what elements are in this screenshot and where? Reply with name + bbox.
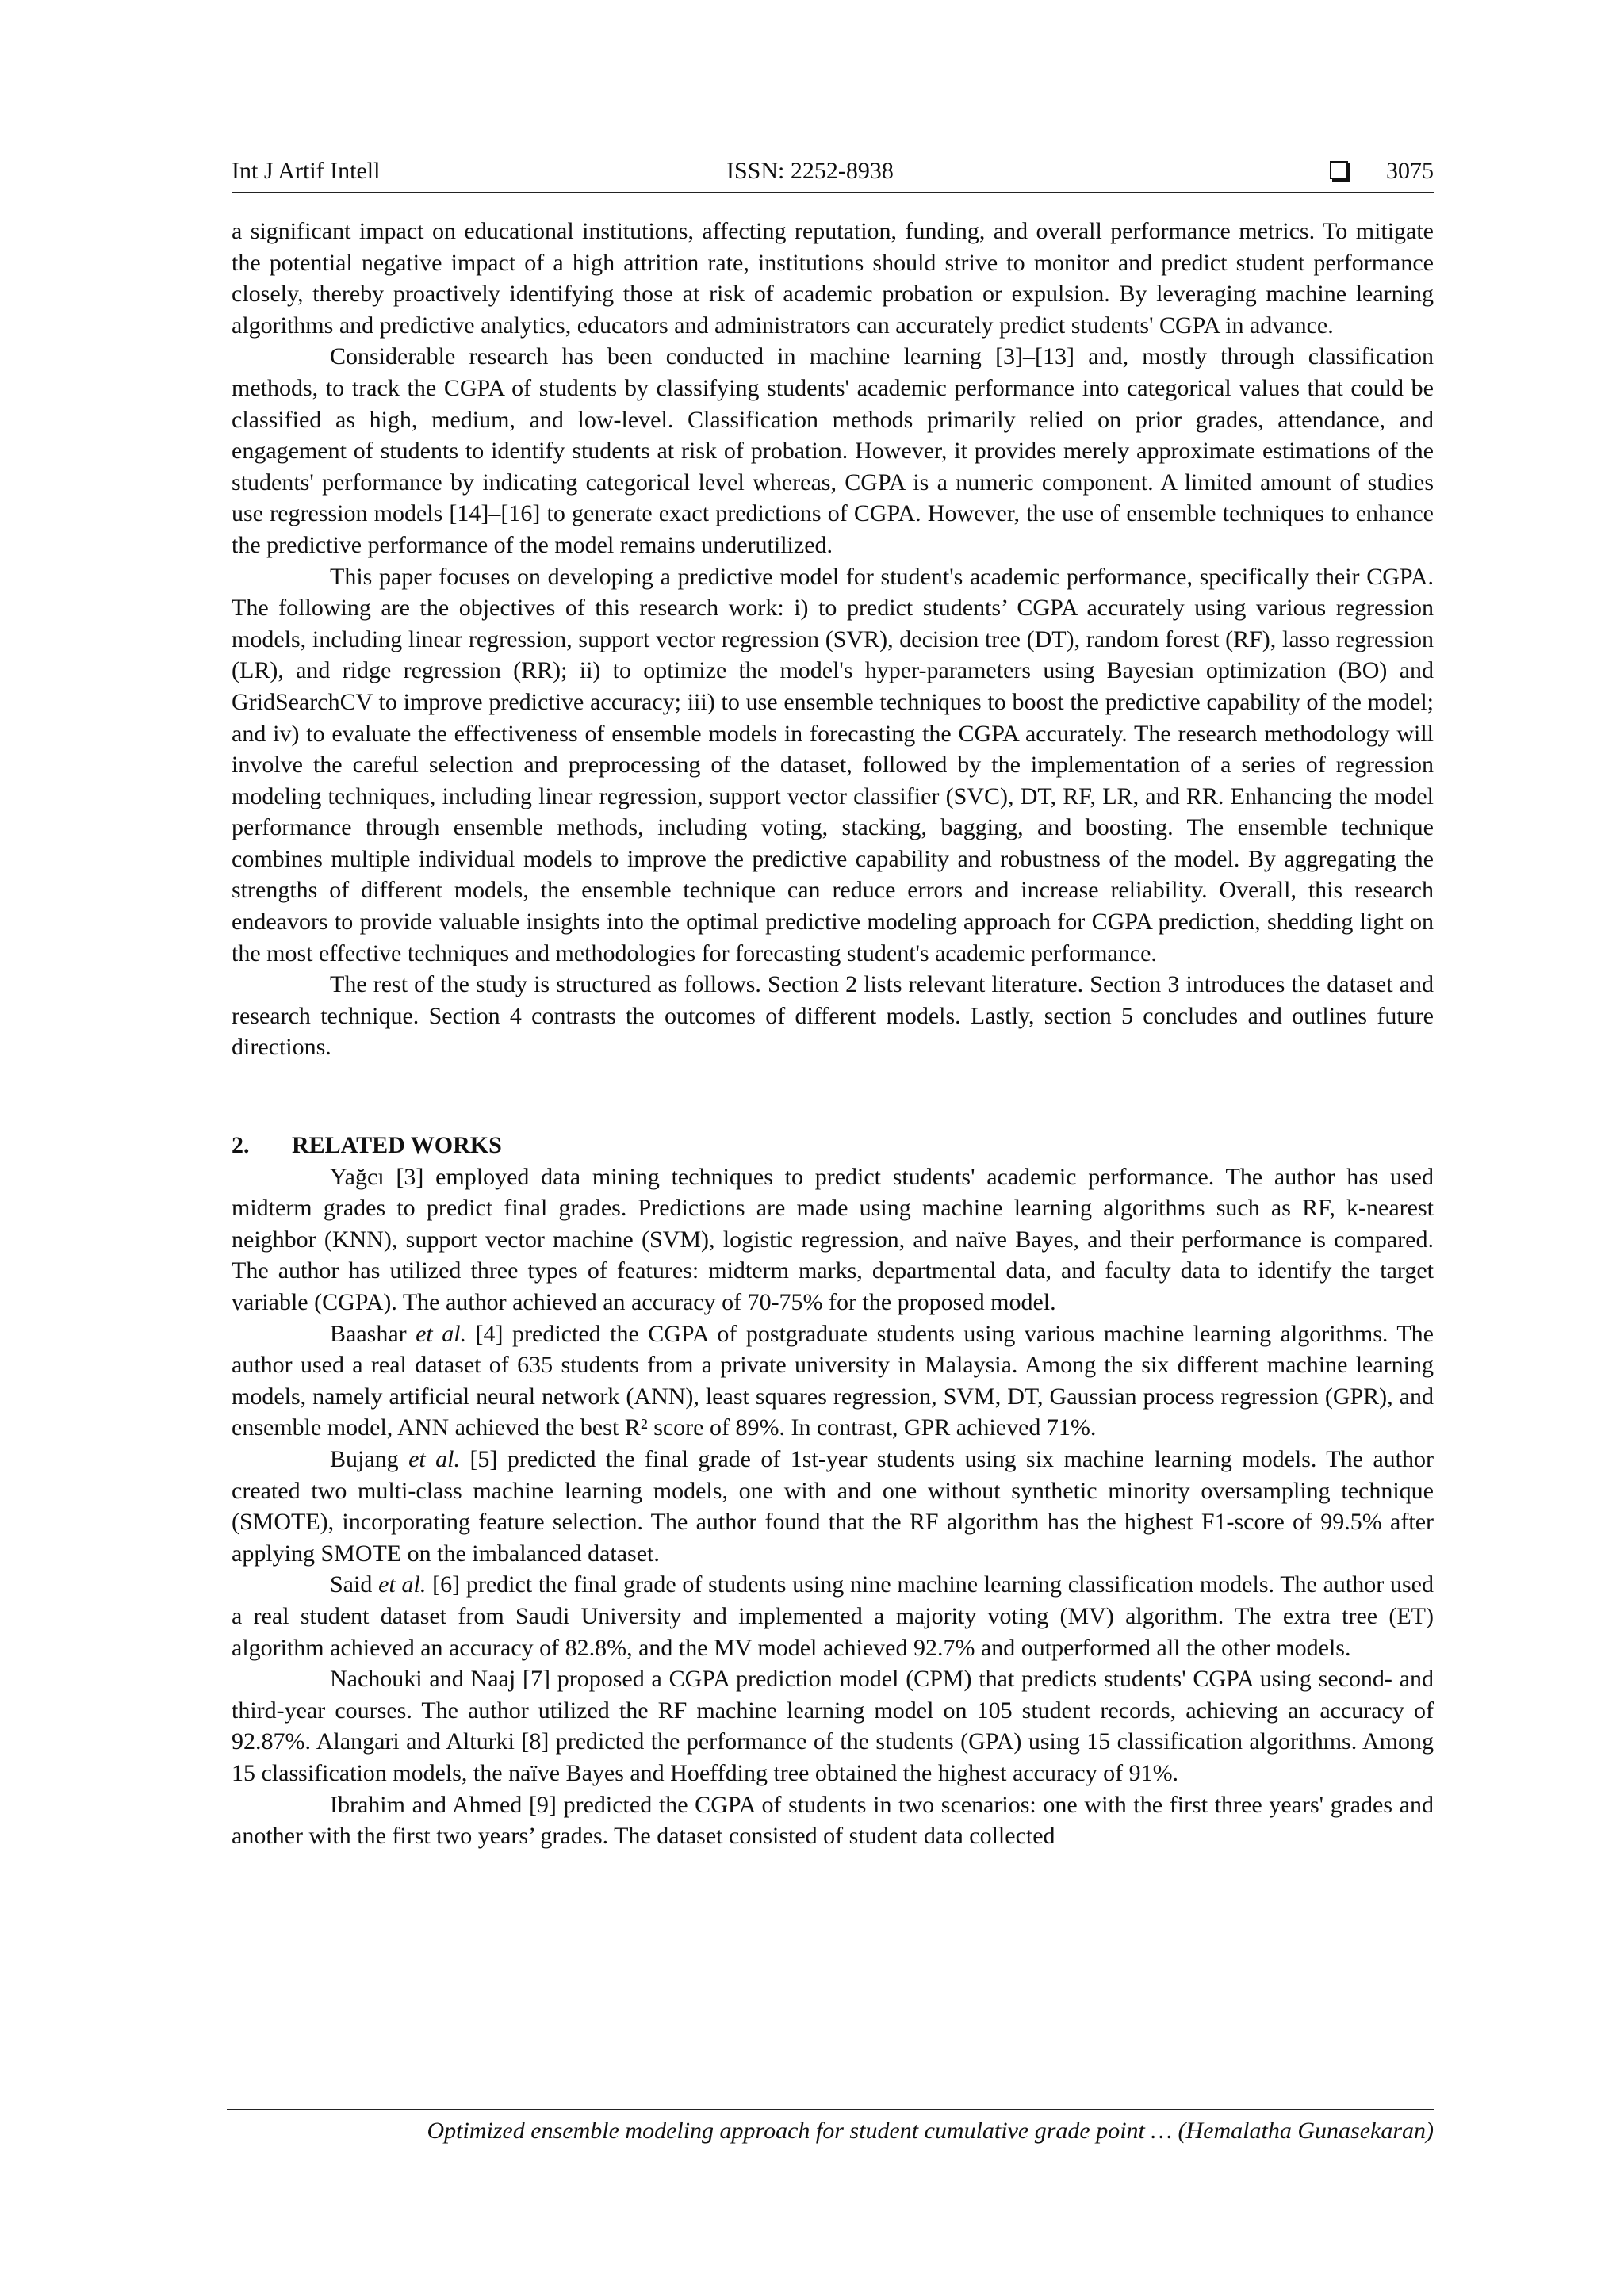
et-al: et al.: [408, 1445, 461, 1472]
et-al: et al.: [416, 1320, 467, 1347]
article-body: [232, 216, 1434, 1852]
author-name: Baashar: [330, 1320, 416, 1347]
issn-label: ISSN: 2252-8938: [726, 158, 894, 184]
paragraph-research-background: Considerable research has been conducted in machine learning [3]–[13] and, mostly through classification methods, to track the CGPA of students by classifying students' academic performance into categorical values that could be classified as high, medium, and low-level. Classification methods primarily relied on prior grades, attendance, and engagement of students to identify students at risk of probation. However, it provides merely approximate estimations of the students' performance by indicating categorical level whereas, CGPA is a numeric component. A limited amount of studies use regression models [14]–[16] to generate exact predictions of CGPA. However, the use of ensemble techniques to enhance the predictive performance of the model remains underutilized.: [232, 343, 1434, 558]
paragraph-intro-continued: a significant impact on educational institutions, affecting reputation, funding, and overall performance metrics. To mitigate the potential negative impact of a high attrition rate, institutions should strive to monitor and predict student performance closely, thereby proactively identifying those at risk of academic probation or expulsion. By leveraging machine learning algorithms and predictive analytics, educators and administrators can accurately predict students' CGPA in advance.: [232, 218, 1434, 339]
section-heading: [232, 1130, 1434, 1161]
et-al: et al.: [378, 1571, 427, 1598]
checkbox-square-icon: [1330, 161, 1348, 179]
paragraph-structure: The rest of the study is structured as follows. Section 2 lists relevant literature. Section 3 introduces the dataset and research technique. Section 4 contrasts the outcomes of different models. Lastly, section 5 concludes and outlines future directions.: [232, 971, 1434, 1061]
related-work-baashar: [232, 1318, 1434, 1444]
related-work-ibrahim: Ibrahim and Ahmed [9] predicted the CGPA of students in two scenarios: one with the first three years' grades and another with the first two years’ grades. The dataset consisted of student data collected: [232, 1791, 1434, 1850]
paragraph-objectives: This paper focuses on developing a predictive model for student's academic performance, specifically their CGPA. The following are the objectives of this research work: i) to predict students’ CGPA accurately using various regression models, including linear regression, support vector regression (SVR), decision tree (DT), random forest (RF), lasso regression (LR), and ridge regression (RR); ii) to optimize the model's hyper-parameters using Bayesian optimization (BO) and GridSearchCV to improve predictive accuracy; iii) to use ensemble techniques to boost the predictive capability of the model; and iv) to evaluate the effectiveness of ensemble models in forecasting the CGPA accurately. The research methodology will involve the careful selection and preprocessing of the dataset, followed by the implementation of a series of regression modeling techniques, including linear regression, support vector classifier (SVC), DT, RF, LR, and RR. Enhancing the model performance through ensemble methods, including voting, stacking, bagging, and boosting. The ensemble technique combines multiple individual models to improve the predictive capability and robustness of the model. By aggregating the strengths of different models, the ensemble technique can reduce errors and increase reliability. Overall, this research endeavors to provide valuable insights into the optimal predictive modeling approach for CGPA prediction, shedding light on the most effective techniques and methodologies for forecasting student's academic performance.: [232, 563, 1434, 966]
running-footer: Optimized ensemble modeling approach for student cumulative grade point … (Hemalatha Gunasekaran): [227, 2109, 1434, 2147]
related-work-bujang: [232, 1444, 1434, 1569]
related-work-nachouki: Nachouki and Naaj [7] proposed a CGPA prediction model (CPM) that predicts students' CGPA using second- and third-year courses. The author utilized the RF machine learning model on 105 student records, achieving an accuracy of 92.87%. Alangari and Alturki [8] predicted the performance of the students (GPA) using 15 classification algorithms. Among 15 classification models, the naïve Bayes and Hoeffding tree obtained the highest accuracy of 91%.: [232, 1666, 1434, 1786]
related-work-said: [232, 1569, 1434, 1663]
author-name: Bujang: [330, 1445, 409, 1472]
section-title: RELATED WORKS: [292, 1132, 502, 1159]
paragraph-text: [6] predict the final grade of students using nine machine learning classification models. The author used a real student dataset from Saudi University and implemented a majority voting (MV) algorithm. The extra tree (ET) algorithm achieved an accuracy of 82.8%, and the MV model achieved 92.7% and outperformed all the other models.: [232, 1571, 1434, 1661]
section-number: 2.: [232, 1132, 250, 1159]
paragraph-text: [4] predicted the CGPA of postgraduate students using various machine learning algorithms. The author used a real dataset of 635 students from a private university in Malaysia. Among the six different machine learning models, namely artificial neural network (ANN), least squares regression, SVM, DT, Gaussian process regression (GPR), and ensemble model, ANN achieved the best R² score of 89%. In contrast, GPR achieved 71%.: [232, 1320, 1434, 1441]
page-number: 3075: [1386, 158, 1434, 184]
related-work-yagci: Yağcı [3] employed data mining techniques to predict students' academic performance. The author has used midterm grades to predict final grades. Predictions are made using machine learning algorithms such as RF, k-nearest neighbor (KNN), support vector machine (SVM), logistic regression, and naïve Bayes, and their performance is compared. The author has utilized three types of features: midterm marks, departmental data, and faculty data to identify the target variable (CGPA). The author achieved an accuracy of 70-75% for the proposed model.: [232, 1163, 1434, 1315]
page-number-group: [1330, 155, 1434, 187]
journal-name: Int J Artif Intell: [232, 158, 381, 184]
paragraph-text: [5] predicted the final grade of 1st-year students using six machine learning models. The author created two multi-class machine learning models, one with and one without synthetic minority oversampling technique (SMOTE), incorporating feature selection. The author found that the RF algorithm has the highest F1-score of 99.5% after applying SMOTE on the imbalanced dataset.: [232, 1445, 1434, 1567]
author-name: Said: [330, 1571, 379, 1598]
running-header: [232, 155, 1434, 193]
